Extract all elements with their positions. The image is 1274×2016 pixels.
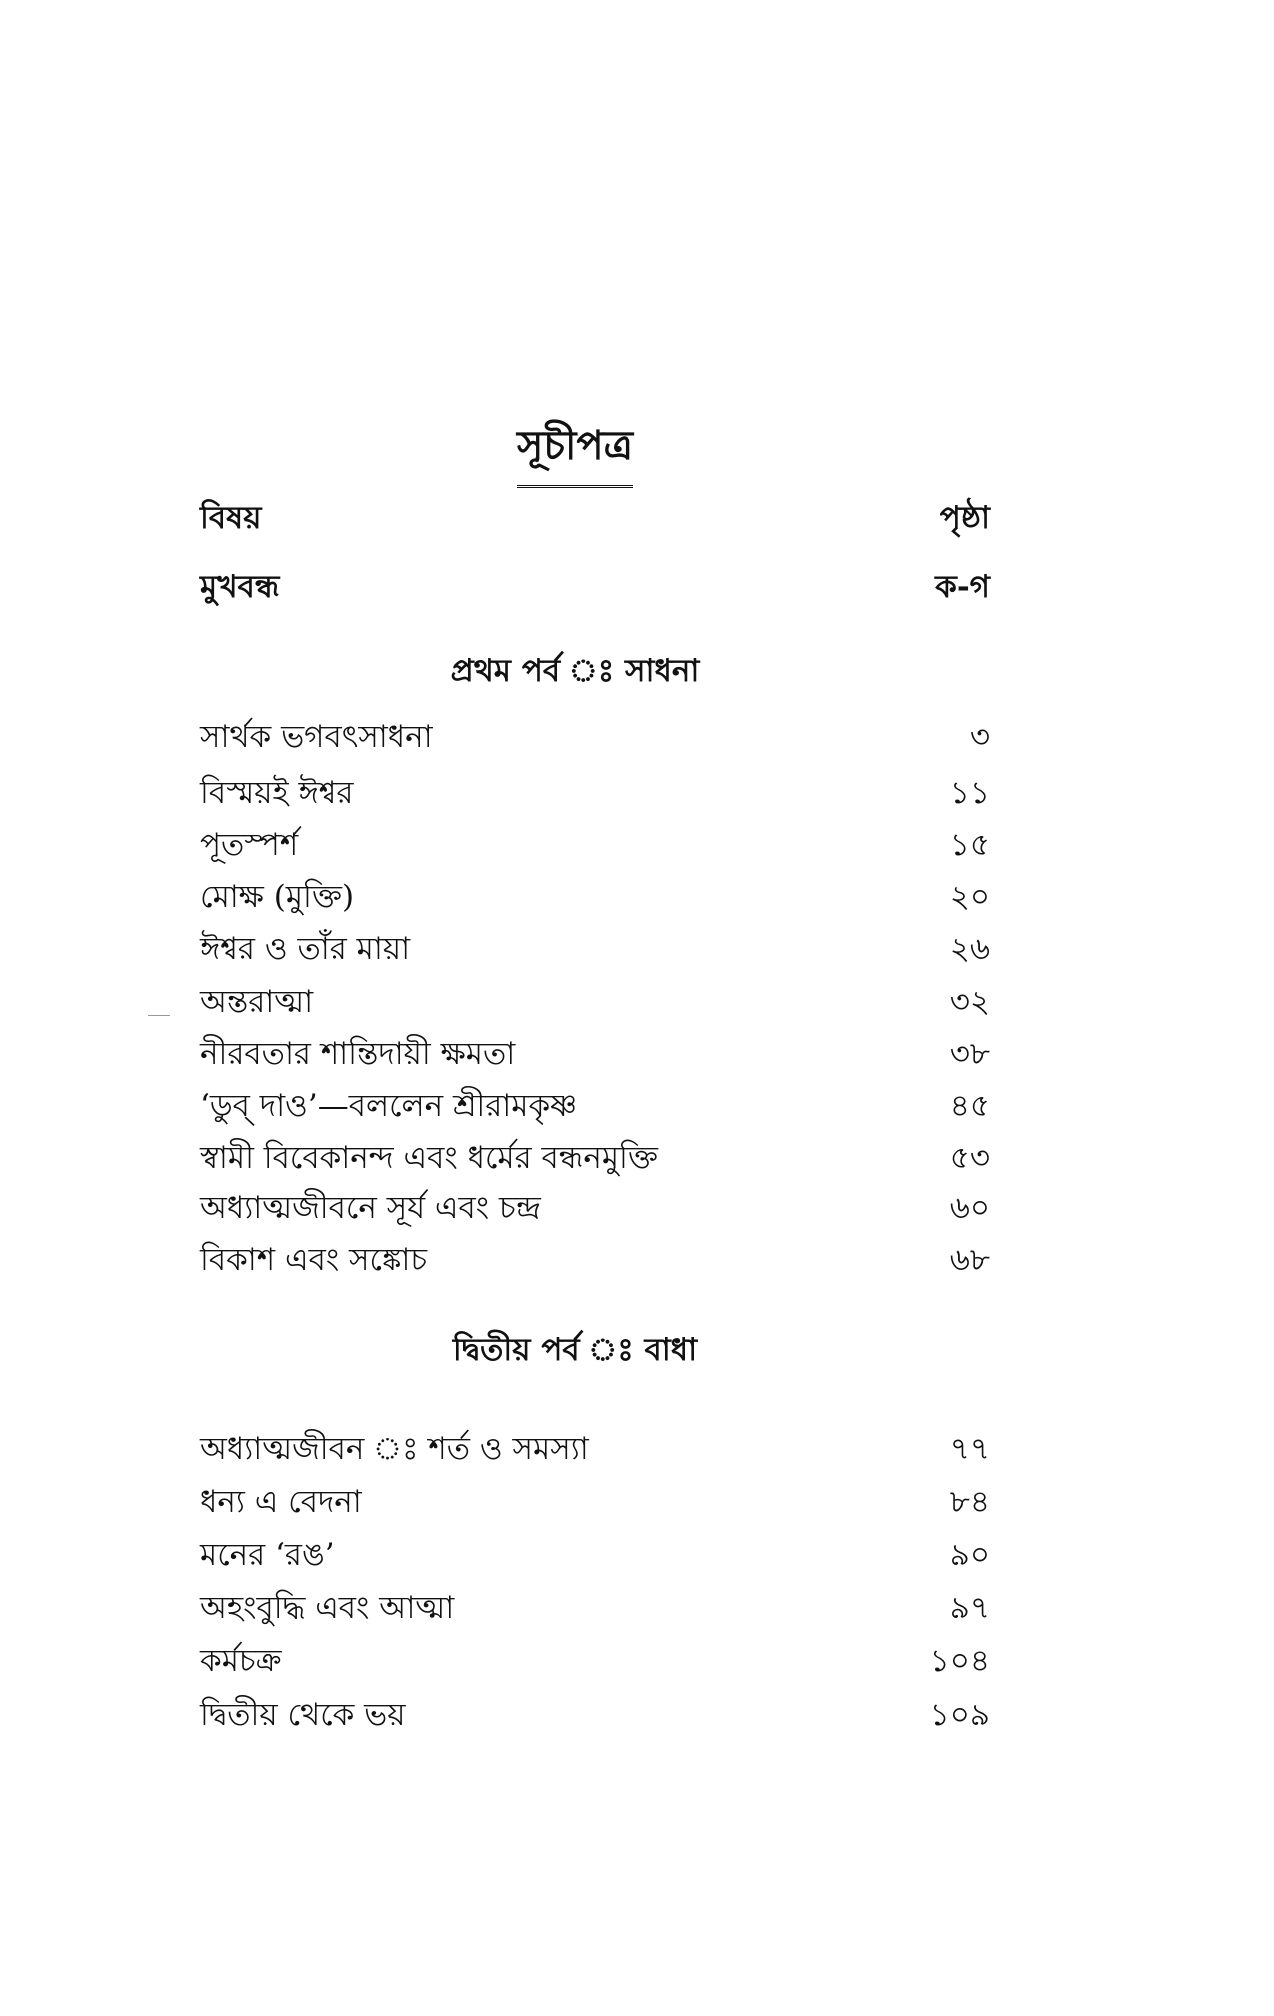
entry-title: ধন্য এ বেদনা: [200, 1484, 362, 1520]
entry-page: ২৬: [949, 931, 990, 967]
toc-entry: [200, 977, 990, 1027]
entry-page: ৮৪: [949, 1484, 990, 1520]
toc-entry: [200, 872, 990, 922]
entry-page: ৩৮: [949, 1036, 990, 1072]
entry-page: ১৫: [949, 827, 990, 863]
toc-entry: [200, 1690, 990, 1740]
entry-page: ৩: [969, 719, 990, 755]
column-header-row: [200, 493, 990, 543]
margin-mark: [148, 1015, 170, 1016]
entry-page: ৭৭: [949, 1431, 990, 1467]
preface-page: ক-গ: [935, 569, 990, 605]
entry-page: ৩২: [949, 984, 990, 1020]
subject-column-label: বিষয়: [200, 500, 262, 536]
entry-page: ১০৪: [929, 1643, 990, 1679]
toc-entry: [200, 1530, 990, 1580]
toc-entry: [200, 1183, 990, 1233]
entry-title: কর্মচক্র: [200, 1643, 282, 1679]
preface-row: [200, 562, 990, 612]
toc-entry: [200, 712, 990, 762]
toc-entry: [200, 1081, 990, 1131]
entry-page: ৫৩: [949, 1140, 990, 1176]
entry-title: সার্থক ভগবৎসাধনা: [200, 719, 433, 755]
entry-title: স্বামী বিবেকানন্দ এবং ধর্মের বন্ধনমুক্তি: [200, 1140, 659, 1176]
toc-entry: [200, 1583, 990, 1633]
entry-page: ৬৮: [949, 1242, 990, 1278]
entry-page: ৬০: [949, 1190, 990, 1226]
entry-title: দ্বিতীয় থেকে ভয়: [200, 1697, 406, 1733]
toc-entry: [200, 1477, 990, 1527]
toc-entry: [200, 1424, 990, 1474]
entry-page: ১০৯: [929, 1697, 990, 1733]
section-heading-1: প্রথম পর্ব ঃ সাধনা: [450, 653, 700, 689]
page-column-label: পৃষ্ঠা: [939, 500, 990, 536]
entry-title: অহংবুদ্ধি এবং আত্মা: [200, 1590, 455, 1626]
entry-title: ‘ডুব্ দাও’—বললেন শ্রীরামকৃষ্ণ: [200, 1088, 578, 1124]
entry-title: নীরবতার শান্তিদায়ী ক্ষমতা: [200, 1036, 516, 1072]
entry-title: মনের ‘রঙ’: [200, 1537, 335, 1573]
toc-entry: [200, 820, 990, 870]
preface-label: মুখবন্ধ: [200, 569, 280, 605]
entry-title: ঈশ্বর ও তাঁর মায়া: [200, 931, 411, 967]
entry-page: ৪৫: [949, 1088, 990, 1124]
toc-entry: [200, 1235, 990, 1285]
entry-title: অধ্যাত্মজীবন ঃ শর্ত ও সমস্যা: [200, 1431, 589, 1467]
toc-entry: [200, 924, 990, 974]
section-heading-2: দ্বিতীয় পর্ব ঃ বাধা: [452, 1332, 698, 1368]
entry-page: ৯৭: [949, 1590, 990, 1626]
entry-title: মোক্ষ (মুক্তি): [200, 879, 355, 915]
entry-title: বিকাশ এবং সঙ্কোচ: [200, 1242, 428, 1278]
entry-page: ৯০: [949, 1537, 990, 1573]
entry-title: বিস্ময়ই ঈশ্বর: [200, 775, 354, 811]
toc-entry: [200, 1133, 990, 1183]
toc-entry: [200, 1029, 990, 1079]
entry-page: ২০: [949, 879, 990, 915]
page-title: [0, 414, 1150, 488]
entry-title: অধ্যাত্মজীবনে সূর্য এবং চন্দ্র: [200, 1190, 541, 1226]
entry-title: অন্তরাত্মা: [200, 984, 314, 1020]
toc-entry: [200, 768, 990, 818]
title-text: সূচীপত্র: [517, 414, 633, 488]
entry-title: পূতস্পর্শ: [200, 827, 299, 863]
entry-page: ১১: [949, 775, 990, 811]
toc-entry: [200, 1636, 990, 1686]
